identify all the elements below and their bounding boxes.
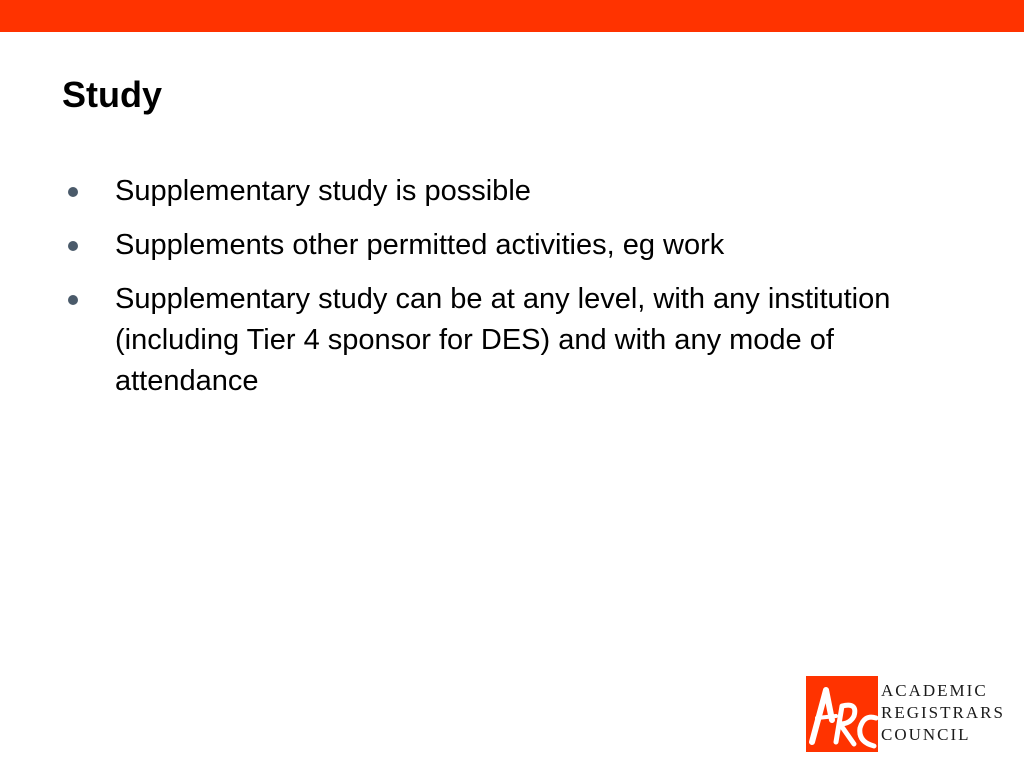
bullet-text: Supplements other permitted activities, eg work xyxy=(115,229,725,261)
logo-line-council: COUNCIL xyxy=(881,725,971,744)
bullet-dot-icon xyxy=(68,295,78,305)
bullet-item xyxy=(62,171,962,212)
bullet-dot-icon xyxy=(68,187,78,197)
slide-title: Study xyxy=(62,74,163,115)
bullet-item xyxy=(62,225,962,266)
bullet-item xyxy=(62,279,962,402)
arc-logo xyxy=(806,676,1020,752)
logo-wordmark xyxy=(881,680,1021,746)
logo-line-academic: ACADEMIC xyxy=(881,681,988,700)
bullet-text: Supplementary study can be at any level, with any institution (including Tier 4 sponsor for DES) and with any mode of attendance xyxy=(115,283,891,397)
arc-logo-icon xyxy=(806,676,878,752)
logo-line-registrars: REGISTRARS xyxy=(881,703,1005,722)
top-accent-bar xyxy=(0,0,1024,32)
bullet-dot-icon xyxy=(68,241,78,251)
bullet-text: Supplementary study is possible xyxy=(115,175,531,207)
bullet-list xyxy=(62,171,962,415)
